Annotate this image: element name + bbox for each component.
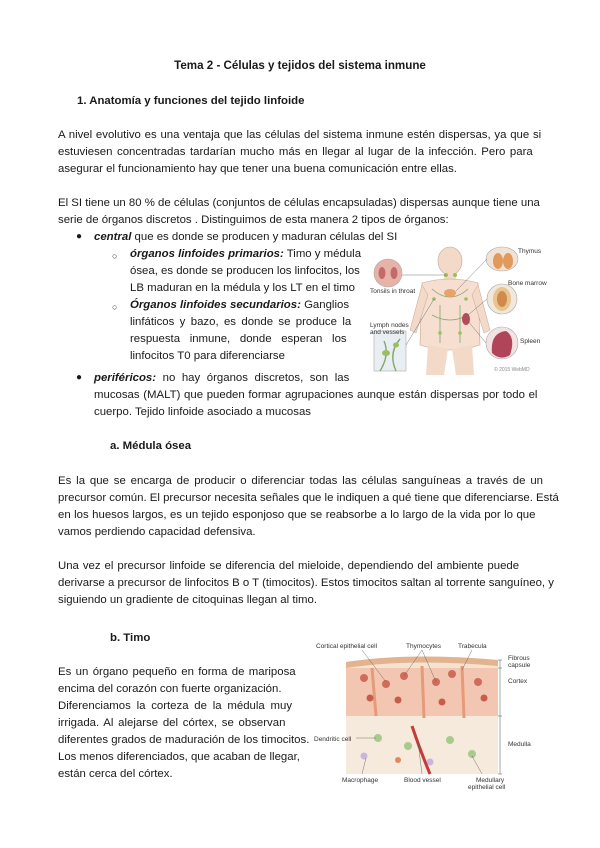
section-1-paragraph-2-line-2: serie de órganos discretos . Distinguimos de esta manera 2 tipos de órganos:	[58, 214, 449, 226]
sub-bullet-1-line-3: LB maduran en la médula y los LT en el timo	[130, 282, 355, 294]
label-bone-marrow: Bone marrow	[508, 280, 547, 287]
section-1-paragraph-1-line-1: A nivel evolutivo es una ventaja que las células del sistema inmune estén dispersas, ya que si	[58, 129, 542, 141]
label-macrophage: Macrophage	[342, 777, 379, 784]
bullet-perifericos-line-1	[94, 370, 349, 387]
sub-bullet-1-text: Timo y médula	[283, 248, 362, 260]
label-blood-vessel: Blood vessel	[404, 777, 441, 784]
spleen-inset	[486, 327, 518, 359]
sub-bullet-2-term: Órganos linfoides secundarios:	[130, 299, 301, 311]
section-1-paragraph-1-line-2: estuviesen concentradas tardarían mucho más en llegar al lugar de la infección. Pero para	[58, 146, 533, 158]
label-medullary-1: Medullary	[476, 777, 505, 784]
thymus-inset	[486, 247, 518, 271]
bullet-perifericos-line-2: mucosas (MALT) que pueden formar agrupaciones aunque están dispersas por todo el	[94, 389, 538, 401]
section-b-paragraph-line-2: encima del corazón con fuerte organización.	[58, 683, 282, 695]
bullet-perifericos-line-3: cuerpo. Tejido linfoide asociado a mucosas	[94, 406, 311, 418]
sub-bullet-circle: ○	[112, 251, 118, 261]
label-lymph-nodes-1: Lymph nodes	[370, 322, 409, 329]
label-copyright: © 2015 WebMD	[494, 367, 530, 373]
label-thymus: Thymus	[518, 248, 542, 255]
label-cortex: Cortex	[508, 678, 528, 685]
lymph-nodes-inset	[374, 331, 406, 371]
sub-bullet-2-line-2: linfáticos y bazo, es donde se produce la	[130, 316, 352, 328]
thymus-structure-figure	[312, 638, 544, 798]
bullet-central-term: central	[94, 231, 132, 243]
label-fibrous-2: capsule	[508, 662, 531, 669]
label-trabecula: Trabecula	[458, 643, 487, 650]
sub-bullet-1-line-2: ósea, es donde se producen los linfocitos, los	[130, 265, 360, 277]
bullet-perifericos-text: no hay órganos discretos, son las	[156, 372, 350, 384]
label-thymocytes: Thymocytes	[406, 643, 442, 650]
page-title: Tema 2 - Células y tejidos del sistema inmune	[174, 59, 426, 72]
section-b-paragraph-line-1: Es un órgano pequeño en forma de mariposa	[58, 666, 296, 678]
section-a-paragraph-2-line-2: derivarse a precursor de linfocitos B o T (timocitos). Estos timocitos saltan al torrente sanguíneo, y	[58, 577, 554, 589]
label-lymph-nodes-2: and vessels	[370, 329, 405, 336]
sub-bullet-2-text: Ganglios	[300, 299, 350, 311]
label-cortical-epithelial-cell: Cortical epithelial cell	[316, 643, 378, 650]
label-spleen: Spleen	[520, 338, 541, 345]
sub-bullet-circle: ○	[112, 302, 118, 312]
label-dendritic-cell: Dendritic cell	[314, 736, 352, 743]
section-b-paragraph-line-6: Los menos diferenciados, que acaban de llegar,	[58, 751, 300, 763]
bullet-dot: ●	[76, 372, 83, 383]
sub-bullet-2-line-3: respuesta inmune, donde esperan los	[130, 333, 347, 345]
bullet-central	[94, 229, 397, 246]
bullet-central-text: que es donde se producen y maduran células del SI	[131, 231, 398, 243]
section-a-paragraph-1-line-3: en los huesos largos, es un tejido esponjoso que se reabsorbe a lo largo de la vida por lo que	[58, 509, 536, 521]
section-a-paragraph-2-line-3: siguiendo un gradiente de citoquinas llegan al timo.	[58, 594, 317, 606]
sub-bullet-2-line-4: linfocitos T0 para diferenciarse	[130, 350, 285, 362]
lymphoid-organs-figure	[370, 245, 547, 375]
label-medulla: Medulla	[508, 741, 531, 748]
section-b-paragraph-line-3: Diferenciamos la corteza de la médula muy	[58, 700, 293, 712]
sub-bullet-2-line-1	[130, 297, 349, 314]
bullet-perifericos-term: periféricos:	[94, 372, 157, 384]
section-a-paragraph-1-line-1: Es la que se encarga de producir o diferenciar todas las células sanguíneas a través de un	[58, 475, 544, 487]
section-a-paragraph-1-line-2: precursor común. El precursor necesita señales que le indiquen a qué tiene que diferenciarse. Está	[58, 492, 559, 504]
section-a-heading: a. Médula ósea	[110, 440, 192, 452]
section-b-paragraph-line-4: irrigada. Al alejarse del córtex, se observan	[58, 717, 286, 729]
section-a-paragraph-1-line-4: vamos perdiendo capacidad defensiva.	[58, 526, 256, 538]
label-medullary-2: epithelial cell	[468, 784, 506, 791]
label-tonsils: Tonsils in throat	[370, 288, 416, 295]
bone-marrow-inset	[487, 284, 517, 314]
section-1-paragraph-2-line-1: El SI tiene un 80 % de células (conjuntos de células encapsuladas) dispersas aunque tiene una	[58, 197, 540, 209]
bullet-dot: ●	[76, 231, 83, 242]
sub-bullet-1-term: órganos linfoides primarios:	[130, 248, 284, 260]
section-a-paragraph-2-line-1: Una vez el precursor linfoide se diferencia del mieloide, dependiendo del ambiente puede	[58, 560, 520, 572]
section-b-paragraph-line-5: diferentes grados de maduración de los timocitos.	[58, 734, 310, 746]
section-b-heading: b. Timo	[110, 632, 151, 644]
sub-bullet-1-line-1	[130, 246, 361, 263]
section-b-paragraph-line-7: están cerca del córtex.	[58, 768, 173, 780]
thymus-tissue	[346, 656, 498, 774]
tonsils-inset	[374, 259, 402, 287]
label-fibrous-1: Fibrous	[508, 655, 530, 662]
section-1-heading: 1. Anatomía y funciones del tejido linfoide	[77, 95, 305, 107]
section-1-paragraph-1-line-3: asegurar el funcionamiento hay que tener una buena comunicación entre ellas.	[58, 163, 457, 175]
